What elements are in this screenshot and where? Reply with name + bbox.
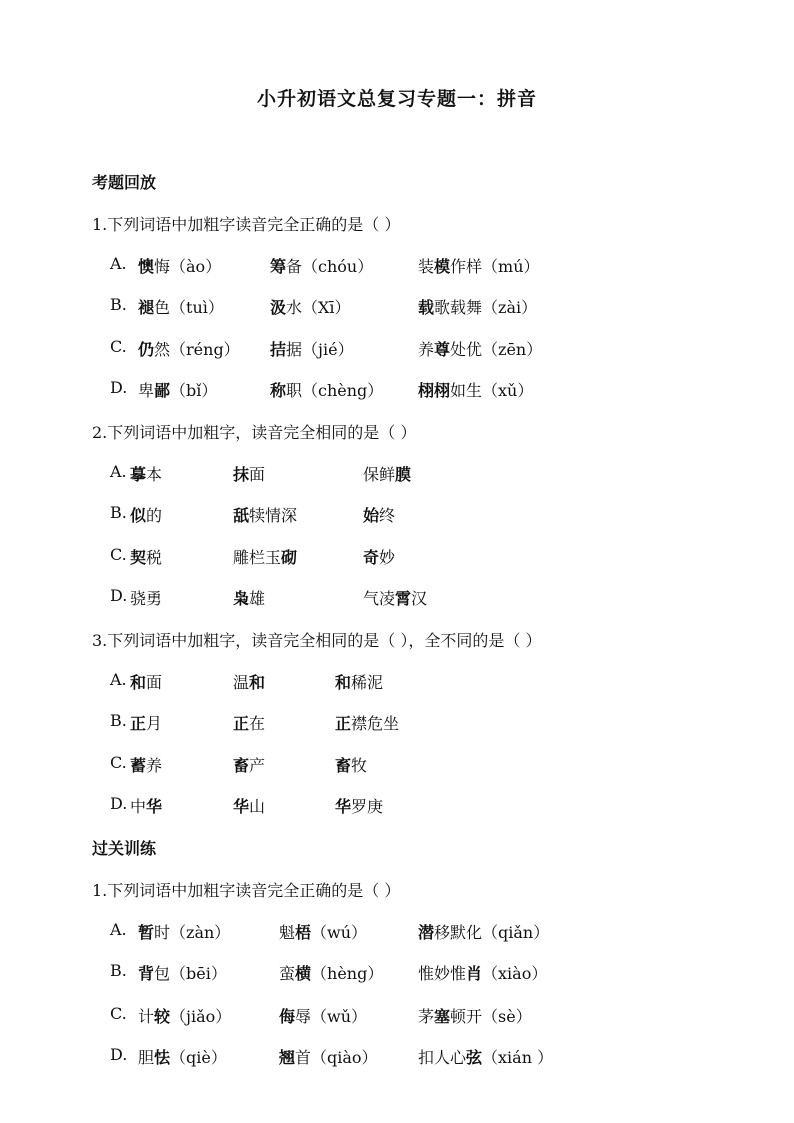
option-word: 扣人心弦（xián ） — [418, 1048, 554, 1067]
option-word: 侮辱（wǔ） — [279, 1007, 368, 1026]
option-label: A. — [110, 462, 127, 481]
option-word: 惟妙惟肖（xiào） — [418, 964, 548, 983]
option-word: 气凌霄汉 — [363, 589, 428, 608]
page-title: 小升初语文总复习专题一：拼音 — [256, 88, 537, 110]
option-label: A. — [110, 920, 127, 939]
question-1-stem: 1.下列词语中加粗字读音完全正确的是（ ） — [92, 215, 401, 234]
option-word: 抹面 — [233, 465, 266, 484]
option-word: 奇妙 — [363, 548, 396, 567]
option-word: 载歌载舞（zài） — [418, 298, 538, 317]
option-word: 栩栩如生（xǔ） — [418, 381, 534, 400]
option-word: 懊悔（ào） — [138, 257, 222, 276]
option-word: 和面 — [130, 673, 163, 692]
option-word: 胆怯（qiè） — [138, 1048, 227, 1067]
option-word: 畜产 — [233, 756, 266, 775]
option-word: 养尊处优（zēn） — [418, 340, 543, 359]
section-heading-training: 过关训练 — [92, 839, 157, 858]
option-word: 契税 — [130, 548, 163, 567]
option-word: 褪色（tuì） — [138, 298, 224, 317]
option-word: 温和 — [233, 673, 266, 692]
option-label: B. — [110, 961, 127, 980]
option-label: B. — [110, 295, 127, 314]
option-label: D. — [110, 794, 128, 813]
option-word: 计较（jiǎo） — [138, 1007, 232, 1026]
option-word: 华罗庚 — [335, 797, 384, 816]
option-word: 暂时（zàn） — [138, 923, 231, 942]
option-word: 枭雄 — [233, 589, 266, 608]
option-word: 舐犊情深 — [233, 506, 298, 525]
option-word: 装模作样（mú） — [418, 257, 540, 276]
option-word: 摹本 — [130, 465, 163, 484]
option-word: 拮据（jié） — [270, 340, 354, 359]
option-label: D. — [110, 586, 128, 605]
option-label: B. — [110, 711, 127, 730]
question-3-stem: 3.下列词语中加粗字，读音完全相同的是（ ），全不同的是（ ） — [92, 631, 542, 650]
option-label: C. — [110, 545, 127, 564]
option-word: 蛮横（hèng） — [279, 964, 384, 983]
option-word: 翘首（qiào） — [279, 1048, 378, 1067]
section-heading-review: 考题回放 — [92, 173, 157, 192]
option-label: B. — [110, 503, 127, 522]
option-label: D. — [110, 378, 128, 397]
option-word: 筹备（chóu） — [270, 257, 374, 276]
option-word: 茅塞顿开（sè） — [418, 1007, 532, 1026]
option-word: 和稀泥 — [335, 673, 384, 692]
option-word: 保鲜膜 — [363, 465, 412, 484]
option-label: A. — [110, 670, 127, 689]
option-word: 雕栏玉砌 — [233, 548, 298, 567]
option-word: 潜移默化（qiǎn） — [418, 923, 550, 942]
option-word: 蓄养 — [130, 756, 163, 775]
option-word: 汲水（Xī） — [270, 298, 351, 317]
option-word: 中华 — [130, 797, 163, 816]
option-word: 卑鄙（bǐ） — [138, 381, 218, 400]
question-2-stem: 2.下列词语中加粗字，读音完全相同的是（ ） — [92, 423, 417, 442]
option-label: D. — [110, 1045, 128, 1064]
option-label: C. — [110, 337, 127, 356]
option-word: 正月 — [130, 714, 163, 733]
option-word: 正襟危坐 — [335, 714, 400, 733]
option-label: A. — [110, 254, 127, 273]
option-word: 仍然（réng） — [138, 340, 240, 359]
option-word: 始终 — [363, 506, 396, 525]
option-word: 华山 — [233, 797, 266, 816]
option-word: 称职（chèng） — [270, 381, 384, 400]
training-question-1-stem: 1.下列词语中加粗字读音完全正确的是（ ） — [92, 881, 401, 900]
option-label: C. — [110, 753, 127, 772]
option-word: 正在 — [233, 714, 266, 733]
option-word: 魁梧（wú） — [279, 923, 368, 942]
option-word: 骁勇 — [130, 589, 163, 608]
option-word: 似的 — [130, 506, 163, 525]
option-word: 畜牧 — [335, 756, 368, 775]
option-word: 背包（bēi） — [138, 964, 227, 983]
option-label: C. — [110, 1004, 127, 1023]
